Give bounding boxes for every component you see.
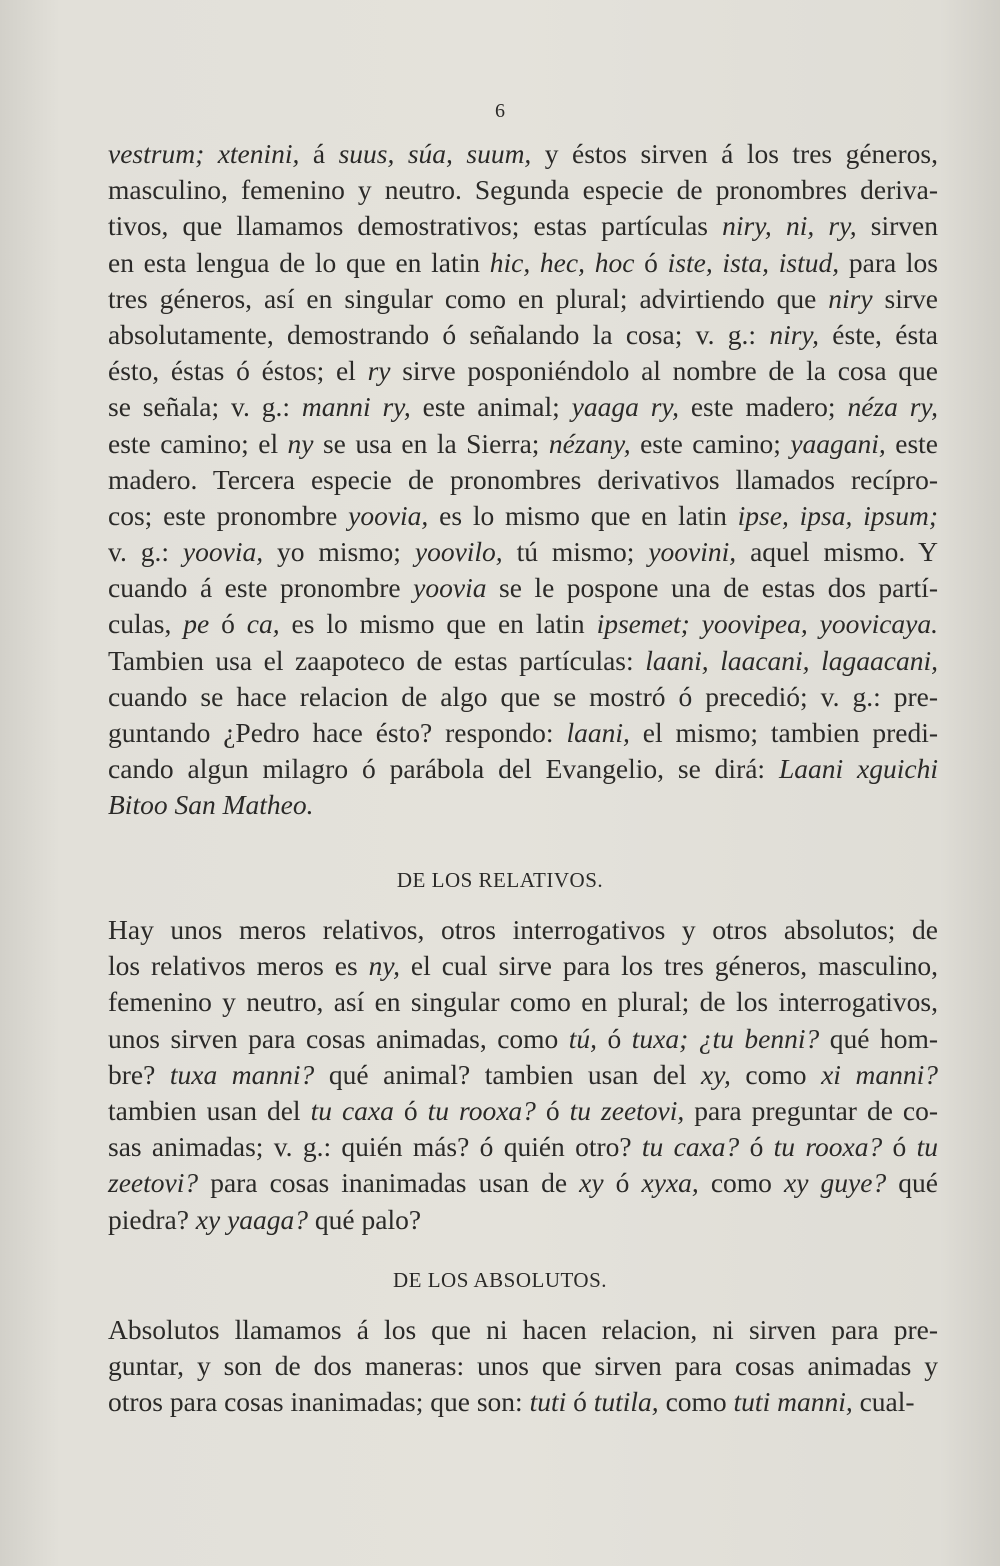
text-run: femenino y neutro, así en singular como en plural; de los interrogativos, xyxy=(108,986,938,1018)
text-run: ó xyxy=(535,1094,570,1126)
text-run: y éstos sirven á los tres géneros, xyxy=(531,138,938,169)
text-run: ó xyxy=(634,246,668,278)
text-line xyxy=(108,679,938,715)
italic-text: xyxa, xyxy=(641,1167,699,1199)
text-run: se usa en la Sierra; xyxy=(313,427,549,459)
text-run: qué animal? tambien usan del xyxy=(314,1058,702,1090)
text-line xyxy=(108,136,938,172)
text-run: guntar, y son de dos maneras: unos que sirven para cosas animadas y xyxy=(108,1350,938,1382)
text-line xyxy=(108,643,938,679)
italic-text: vestrum; xtenini, xyxy=(108,138,300,169)
text-run: como xyxy=(730,1058,822,1090)
text-run: ó xyxy=(209,608,247,640)
text-run: Tambien usa el zaapoteco de estas partículas: xyxy=(108,644,646,676)
text-line xyxy=(108,462,938,498)
text-run: el cual sirve para los tres géneros, masculino, xyxy=(399,950,939,982)
text-line xyxy=(108,1384,938,1420)
italic-text: ipse, ipsa, ipsum; xyxy=(737,499,938,531)
text-run: ó xyxy=(603,1167,642,1199)
italic-text: laani, laacani, lagaacani, xyxy=(645,644,938,676)
text-run: ó xyxy=(597,1022,632,1054)
text-run: culas, xyxy=(108,608,184,640)
text-line xyxy=(108,1093,938,1129)
italic-text: niry xyxy=(828,282,873,314)
text-line xyxy=(108,245,938,281)
text-run: qué palo? xyxy=(308,1203,422,1235)
italic-text: xy yaaga? xyxy=(195,1203,309,1235)
text-line xyxy=(108,948,938,984)
italic-text: yoovilo, xyxy=(414,536,503,568)
italic-text: niry, ni, ry, xyxy=(722,210,857,242)
text-line xyxy=(108,984,938,1020)
text-line xyxy=(108,1348,938,1384)
text-run: el mismo; tambien predi- xyxy=(629,717,938,748)
italic-text: pe xyxy=(183,608,210,640)
text-run: se le pospone una de estas dos partí- xyxy=(486,572,938,604)
page-number: 6 xyxy=(495,100,505,122)
section-heading-absolutos: DE LOS ABSOLUTOS. xyxy=(392,1268,608,1292)
section-heading-relativos: DE LOS RELATIVOS. xyxy=(396,868,604,892)
italic-text: tutila, xyxy=(593,1386,659,1418)
text-run: en esta lengua de lo que en latin xyxy=(108,246,490,278)
italic-text: ny, xyxy=(368,950,400,982)
text-run: Absolutos llamamos á los que ni hacen relacion, ni sirven para pre- xyxy=(108,1314,938,1345)
italic-text: tuxa manni? xyxy=(169,1058,315,1090)
italic-text: néza ry, xyxy=(847,391,938,423)
paragraph-absolutos xyxy=(108,1312,938,1421)
text-run: qué hom- xyxy=(819,1022,938,1054)
italic-text: nézany, xyxy=(548,427,631,459)
italic-text: manni ry, xyxy=(301,391,411,423)
text-line xyxy=(108,208,938,244)
italic-text: tú, xyxy=(568,1022,598,1054)
text-run: este camino; xyxy=(630,427,791,459)
italic-text: xy guye? xyxy=(784,1167,887,1199)
text-run: cando algun milagro ó parábola del Evangelio, se dirá: xyxy=(108,753,779,785)
text-run: cual- xyxy=(852,1386,915,1418)
text-run: masculino, femenino y neutro. Segunda especie de pronombres deriva- xyxy=(108,174,938,206)
text-line xyxy=(108,1021,938,1057)
text-run: cuando se hace relacion de algo que se mostró ó precedió; v. g.: pre- xyxy=(108,680,938,712)
text-run: otros para cosas inanimadas; que son: xyxy=(108,1386,530,1418)
text-run: para los xyxy=(839,246,939,278)
italic-text: ry xyxy=(367,355,391,387)
text-run: es lo mismo que en latin xyxy=(428,499,738,531)
text-run: como xyxy=(658,1386,734,1418)
text-line xyxy=(108,1057,938,1093)
italic-text: tu zeetovi, xyxy=(569,1094,685,1126)
italic-text: tuti xyxy=(529,1386,567,1418)
italic-text: ny xyxy=(287,427,314,459)
text-run: piedra? xyxy=(108,1203,196,1235)
italic-text: hic, hec, hoc xyxy=(489,246,635,278)
paragraph-pronombres xyxy=(108,136,938,824)
italic-text: suus, súa, suum, xyxy=(338,138,532,169)
italic-text: ca, xyxy=(246,608,280,640)
text-run: tú mismo; xyxy=(502,536,649,568)
text-run: yo mismo; xyxy=(263,536,415,568)
text-run: para cosas inanimadas usan de xyxy=(198,1167,580,1199)
text-line xyxy=(108,1165,938,1201)
text-run: sas animadas; v. g.: quién más? ó quién otro? xyxy=(108,1131,642,1163)
text-line xyxy=(108,317,938,353)
italic-text: niry, xyxy=(769,318,819,350)
text-run: ó xyxy=(739,1131,774,1163)
text-line xyxy=(108,1312,938,1348)
text-run: este madero; xyxy=(678,391,848,423)
text-run: para preguntar de co- xyxy=(684,1094,939,1126)
text-run: sirve posponiéndolo al nombre de la cosa que xyxy=(390,355,938,387)
italic-text: tu rooxa? xyxy=(427,1094,536,1126)
italic-text: yoovia, xyxy=(348,499,429,531)
text-run: ésto, éstas ó éstos; el xyxy=(108,355,368,387)
text-run: ó xyxy=(566,1386,594,1418)
text-run: ó xyxy=(393,1094,428,1126)
text-line xyxy=(108,389,938,425)
text-run: absolutamente, demostrando ó señalando la cosa; v. g.: xyxy=(108,318,770,350)
italic-text: xi manni? xyxy=(821,1058,938,1090)
italic-text: tuti manni, xyxy=(733,1386,853,1418)
text-run: este camino; el xyxy=(108,427,288,459)
italic-text: tu caxa xyxy=(310,1094,394,1126)
text-run: los relativos meros es xyxy=(108,950,369,982)
text-run: v. g.: xyxy=(108,536,183,568)
italic-text: iste, ista, istud, xyxy=(667,246,840,278)
italic-text: xy xyxy=(579,1167,604,1199)
text-line xyxy=(108,570,938,606)
text-line xyxy=(108,498,938,534)
italic-text: yaagani, xyxy=(790,427,886,459)
text-run: cos; este pronombre xyxy=(108,499,349,531)
italic-text: laani, xyxy=(566,717,630,748)
text-run: sirven xyxy=(856,210,938,242)
text-run: á xyxy=(299,138,339,169)
text-line xyxy=(108,751,938,787)
text-line xyxy=(108,281,938,317)
paragraph-relativos xyxy=(108,912,938,1238)
text-run: es lo mismo que en latin xyxy=(279,608,597,640)
text-run: aquel mismo. Y xyxy=(736,536,939,568)
italic-text: yoovia xyxy=(413,572,487,604)
text-run: cuando á este pronombre xyxy=(108,572,414,604)
italic-text: Laani xguichi xyxy=(778,753,938,785)
italic-text: xy, xyxy=(701,1058,731,1090)
text-line xyxy=(108,426,938,462)
italic-text: tu xyxy=(916,1131,939,1163)
text-line xyxy=(108,172,938,208)
italic-text: zeetovi? xyxy=(108,1167,199,1199)
italic-text: ipsemet; yoovipea, yoovicaya. xyxy=(596,608,938,640)
text-line xyxy=(108,1129,938,1165)
text-line xyxy=(108,534,938,570)
text-run: este animal; xyxy=(410,391,572,423)
text-line xyxy=(108,787,938,823)
text-line xyxy=(108,606,938,642)
text-run: bre? xyxy=(108,1058,170,1090)
text-run: Hay unos meros relativos, otros interrogativos y otros absolutos; de xyxy=(108,914,938,945)
italic-text: yoovini, xyxy=(648,536,737,568)
text-run: sirve xyxy=(872,282,938,314)
text-line xyxy=(108,715,938,751)
text-run: tres géneros, así en singular como en plural; advirtiendo que xyxy=(108,282,829,314)
text-run: se señala; v. g.: xyxy=(108,391,302,423)
text-run: madero. Tercera especie de pronombres derivativos llamados recípro- xyxy=(108,463,938,495)
text-run: como xyxy=(698,1167,785,1199)
text-run: unos sirven para cosas animadas, como xyxy=(108,1022,569,1054)
italic-text: yoovia, xyxy=(182,536,264,568)
text-line xyxy=(108,912,938,948)
text-run: éste, ésta xyxy=(819,318,938,350)
text-run: guntando ¿Pedro hace ésto? respondo: xyxy=(108,717,567,748)
text-run: tambien usan del xyxy=(108,1094,311,1126)
italic-text: Bitoo San Matheo. xyxy=(108,789,314,821)
text-run: qué xyxy=(886,1167,938,1199)
text-run: ó xyxy=(882,1131,917,1163)
italic-text: tuxa; ¿tu benni? xyxy=(631,1022,820,1054)
text-run: tivos, que llamamos demostrativos; estas partículas xyxy=(108,210,723,242)
text-line xyxy=(108,1202,938,1238)
text-run: este xyxy=(885,427,939,459)
italic-text: tu caxa? xyxy=(641,1131,740,1163)
italic-text: yaaga ry, xyxy=(571,391,679,423)
italic-text: tu rooxa? xyxy=(773,1131,883,1163)
text-line xyxy=(108,353,938,389)
